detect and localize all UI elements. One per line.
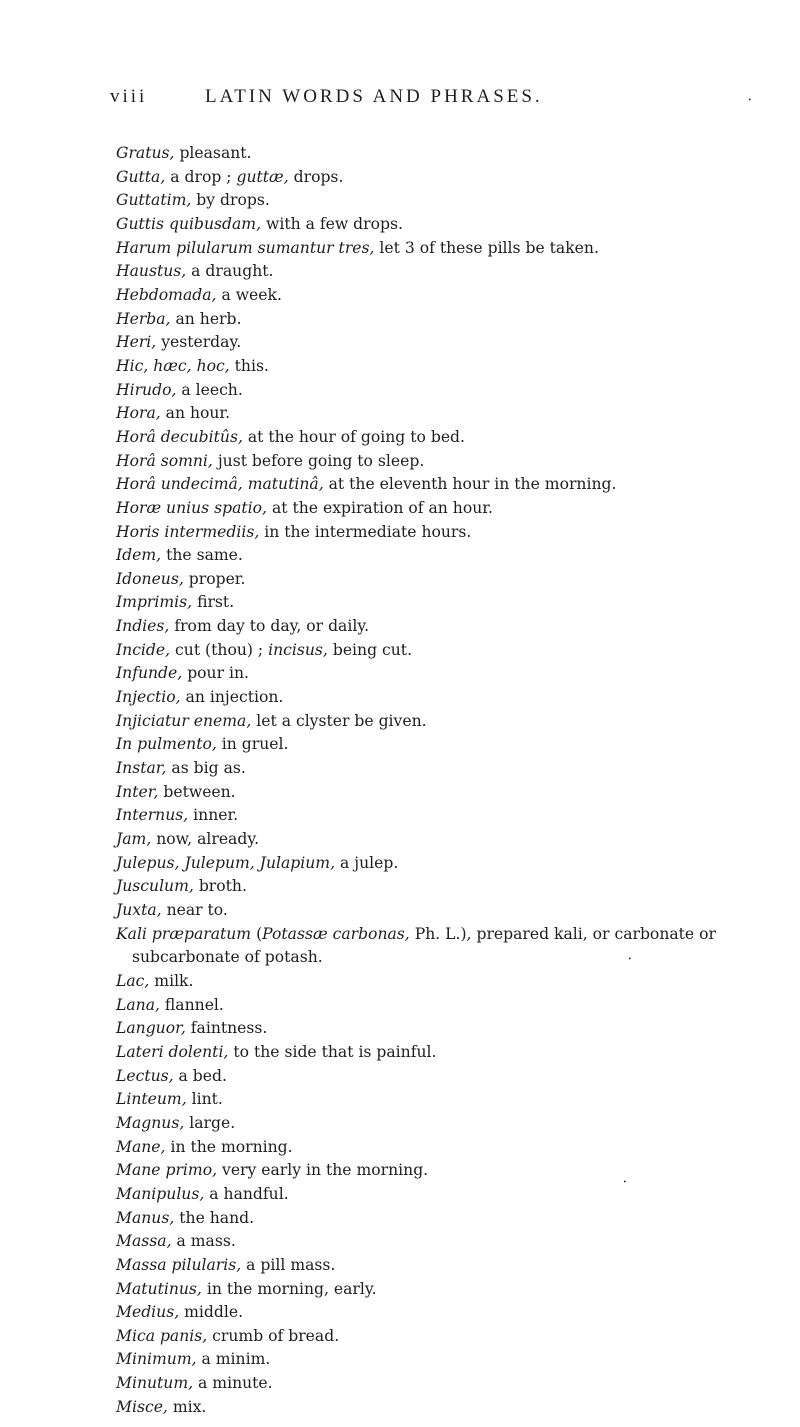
glossary-entry bbox=[116, 473, 796, 497]
glossary-entry bbox=[116, 757, 796, 781]
page-header bbox=[110, 86, 770, 112]
latin-term: Massa, bbox=[116, 1232, 172, 1251]
english-gloss: ( bbox=[251, 924, 263, 943]
glossary-entry bbox=[116, 426, 796, 450]
latin-term: Herba, bbox=[116, 309, 171, 328]
glossary-entry bbox=[116, 189, 796, 213]
english-gloss: proper. bbox=[183, 569, 246, 588]
english-gloss: drops. bbox=[288, 167, 344, 186]
latin-term: Hora, bbox=[116, 404, 161, 423]
latin-term: Incide, bbox=[116, 640, 171, 659]
glossary-entry bbox=[116, 639, 796, 663]
print-speck: • bbox=[748, 97, 752, 104]
glossary-entry bbox=[116, 733, 796, 757]
glossary-entry bbox=[116, 615, 796, 639]
glossary-list bbox=[116, 142, 796, 1419]
english-gloss: as big as. bbox=[166, 759, 246, 778]
english-gloss: let a clyster be given. bbox=[251, 711, 427, 730]
english-gloss: a bed. bbox=[173, 1066, 227, 1085]
latin-term: Jusculum, bbox=[116, 877, 194, 896]
latin-term: In pulmento, bbox=[116, 735, 217, 754]
english-gloss: by drops. bbox=[191, 191, 270, 210]
glossary-entry bbox=[116, 166, 796, 190]
latin-term: Inter, bbox=[116, 782, 159, 801]
latin-term: Injectio, bbox=[116, 688, 181, 707]
latin-term: Minimum, bbox=[116, 1350, 197, 1369]
english-gloss: a week. bbox=[216, 285, 282, 304]
latin-term: Minutum, bbox=[116, 1374, 194, 1393]
glossary-entry bbox=[116, 1183, 796, 1207]
glossary-entry bbox=[116, 1159, 796, 1183]
latin-term: Haustus, bbox=[116, 262, 187, 281]
glossary-entry bbox=[116, 1325, 796, 1349]
glossary-entry bbox=[116, 260, 796, 284]
english-gloss: the hand. bbox=[174, 1208, 255, 1227]
latin-term: Idem, bbox=[116, 546, 162, 565]
latin-term: Gratus, bbox=[116, 144, 175, 162]
glossary-entry bbox=[116, 994, 796, 1018]
english-gloss: mix. bbox=[167, 1397, 207, 1416]
latin-term: Internus, bbox=[116, 806, 189, 825]
latin-term: Mane, bbox=[116, 1137, 166, 1156]
glossary-entry bbox=[116, 852, 796, 876]
english-gloss: in the intermediate hours. bbox=[259, 522, 472, 541]
glossary-entry bbox=[116, 497, 796, 521]
latin-term: Julepus, Julepum, Julapium, bbox=[116, 853, 336, 872]
english-gloss: Ph. L.), prepared kali, or carbonate or subcarbonate of potash. bbox=[132, 924, 716, 967]
latin-term: Lana, bbox=[116, 995, 160, 1014]
glossary-entry bbox=[116, 331, 796, 355]
latin-term: Lateri dolenti, bbox=[116, 1042, 229, 1061]
glossary-entry bbox=[116, 1372, 796, 1396]
glossary-entry bbox=[116, 142, 796, 166]
glossary-entry bbox=[116, 662, 796, 686]
latin-term: Harum pilularum sumantur tres, bbox=[116, 238, 375, 257]
latin-term: Kali præparatum bbox=[116, 924, 252, 943]
latin-term: Manus, bbox=[116, 1208, 175, 1227]
english-gloss: being cut. bbox=[327, 640, 413, 659]
glossary-entry bbox=[116, 308, 796, 332]
glossary-entry bbox=[116, 544, 796, 568]
glossary-entry bbox=[116, 1348, 796, 1372]
glossary-entry bbox=[116, 1041, 796, 1065]
latin-term: Horæ unius spatio, bbox=[116, 498, 268, 517]
english-gloss: broth. bbox=[193, 877, 247, 896]
latin-term: guttæ, bbox=[231, 167, 289, 186]
latin-term: Indies, bbox=[116, 617, 170, 636]
latin-term: Horâ decubitûs, bbox=[116, 427, 243, 446]
latin-term: Massa pilularis, bbox=[116, 1255, 242, 1274]
latin-term: Horâ undecimâ, matutinâ, bbox=[116, 475, 324, 494]
english-gloss: a minute. bbox=[193, 1374, 273, 1393]
english-gloss: large. bbox=[184, 1113, 236, 1132]
latin-term: Medius, bbox=[116, 1303, 180, 1322]
glossary-entry bbox=[116, 686, 796, 710]
english-gloss: between. bbox=[158, 782, 236, 801]
glossary-entry bbox=[116, 1065, 796, 1089]
english-gloss: cut (thou) ; bbox=[170, 640, 264, 659]
glossary-entry bbox=[116, 804, 796, 828]
latin-term: Languor, bbox=[116, 1019, 186, 1038]
english-gloss: with a few drops. bbox=[261, 214, 403, 233]
english-gloss: this. bbox=[229, 356, 269, 375]
latin-term: Guttis quibusdam, bbox=[116, 214, 262, 233]
glossary-entry bbox=[116, 402, 796, 426]
latin-term: Guttatim, bbox=[116, 191, 192, 210]
latin-term: Lac, bbox=[116, 971, 150, 990]
latin-term: incisus, bbox=[263, 640, 328, 659]
latin-term: Injiciatur enema, bbox=[116, 711, 252, 730]
glossary-entry bbox=[116, 1230, 796, 1254]
english-gloss: crumb of bread. bbox=[207, 1326, 340, 1345]
english-gloss: a minim. bbox=[196, 1350, 271, 1369]
english-gloss: to the side that is painful. bbox=[228, 1042, 437, 1061]
latin-term: Horis intermediis, bbox=[116, 522, 260, 541]
english-gloss: inner. bbox=[188, 806, 239, 825]
glossary-entry bbox=[116, 379, 796, 403]
glossary-entry bbox=[116, 899, 796, 923]
latin-term: Lectus, bbox=[116, 1066, 174, 1085]
english-gloss: in gruel. bbox=[216, 735, 289, 754]
english-gloss: just before going to sleep. bbox=[212, 451, 425, 470]
glossary-entry bbox=[116, 1017, 796, 1041]
glossary-entry bbox=[116, 355, 796, 379]
glossary-entry bbox=[116, 1301, 796, 1325]
glossary-entry bbox=[116, 1112, 796, 1136]
english-gloss: at the eleventh hour in the morning. bbox=[323, 475, 617, 494]
latin-term: Heri, bbox=[116, 333, 157, 352]
latin-term: Hebdomada, bbox=[116, 285, 217, 304]
print-speck: • bbox=[623, 1179, 627, 1186]
glossary-entry bbox=[116, 710, 796, 734]
english-gloss: a leech. bbox=[176, 380, 243, 399]
glossary-entry bbox=[116, 923, 796, 970]
latin-term: Manipulus, bbox=[116, 1184, 205, 1203]
english-gloss: a julep. bbox=[335, 853, 399, 872]
english-gloss: an hour. bbox=[160, 404, 231, 423]
glossary-entry bbox=[116, 213, 796, 237]
latin-term: Instar, bbox=[116, 759, 167, 778]
glossary-entry bbox=[116, 828, 796, 852]
english-gloss: yesterday. bbox=[156, 333, 242, 352]
latin-term: Hirudo, bbox=[116, 380, 177, 399]
glossary-entry bbox=[116, 284, 796, 308]
latin-term: Hic, hæc, hoc, bbox=[116, 356, 230, 375]
english-gloss: an injection. bbox=[180, 688, 284, 707]
latin-term: Linteum, bbox=[116, 1090, 187, 1109]
latin-term: Imprimis, bbox=[116, 593, 193, 612]
glossary-entry bbox=[116, 568, 796, 592]
english-gloss: a mass. bbox=[171, 1232, 236, 1251]
glossary-entry bbox=[116, 875, 796, 899]
latin-term: Magnus, bbox=[116, 1113, 185, 1132]
glossary-entry bbox=[116, 781, 796, 805]
english-gloss: flannel. bbox=[159, 995, 224, 1014]
latin-term: Jam, bbox=[116, 830, 152, 849]
english-gloss: in the morning. bbox=[165, 1137, 293, 1156]
running-title: LATIN WORDS AND PHRASES. bbox=[205, 86, 543, 107]
glossary-entry bbox=[116, 591, 796, 615]
english-gloss: middle. bbox=[179, 1303, 244, 1322]
latin-term: Gutta, bbox=[116, 167, 166, 186]
english-gloss: an herb. bbox=[170, 309, 242, 328]
latin-term: Idoneus, bbox=[116, 569, 184, 588]
english-gloss: at the expiration of an hour. bbox=[267, 498, 493, 517]
english-gloss: very early in the morning. bbox=[217, 1161, 429, 1180]
english-gloss: a pill mass. bbox=[241, 1255, 336, 1274]
latin-term: Horâ somni, bbox=[116, 451, 213, 470]
english-gloss: now, already. bbox=[151, 830, 260, 849]
latin-term: Misce, bbox=[116, 1397, 168, 1416]
glossary-entry bbox=[116, 1207, 796, 1231]
english-gloss: faintness. bbox=[185, 1019, 268, 1038]
english-gloss: from day to day, or daily. bbox=[169, 617, 370, 636]
glossary-entry bbox=[116, 1396, 796, 1420]
page-number: viii bbox=[110, 86, 148, 107]
glossary-entry bbox=[116, 237, 796, 261]
english-gloss: near to. bbox=[161, 901, 228, 919]
latin-term: Infunde, bbox=[116, 664, 183, 683]
glossary-entry bbox=[116, 1088, 796, 1112]
english-gloss: at the hour of going to bed. bbox=[242, 427, 465, 446]
english-gloss: first. bbox=[192, 593, 235, 612]
english-gloss: a drop ; bbox=[165, 167, 232, 186]
latin-term: Juxta, bbox=[116, 901, 162, 919]
english-gloss: in the morning, early. bbox=[201, 1279, 377, 1298]
glossary-entry bbox=[116, 970, 796, 994]
glossary-entry bbox=[116, 1254, 796, 1278]
english-gloss: let 3 of these pills be taken. bbox=[374, 238, 599, 257]
english-gloss: the same. bbox=[161, 546, 243, 565]
print-speck: • bbox=[628, 956, 632, 963]
english-gloss: lint. bbox=[186, 1090, 223, 1109]
english-gloss: milk. bbox=[149, 971, 194, 990]
latin-term: Matutinus, bbox=[116, 1279, 202, 1298]
latin-term: Mica panis, bbox=[116, 1326, 208, 1345]
english-gloss: pleasant. bbox=[174, 144, 252, 162]
latin-term: Mane primo, bbox=[116, 1161, 218, 1180]
glossary-entry bbox=[116, 1278, 796, 1302]
english-gloss: a handful. bbox=[204, 1184, 289, 1203]
glossary-entry bbox=[116, 521, 796, 545]
glossary-entry bbox=[116, 1136, 796, 1160]
english-gloss: a draught. bbox=[186, 262, 274, 281]
latin-term: Potassæ carbonas, bbox=[262, 924, 410, 943]
glossary-entry bbox=[116, 450, 796, 474]
english-gloss: pour in. bbox=[182, 664, 250, 683]
